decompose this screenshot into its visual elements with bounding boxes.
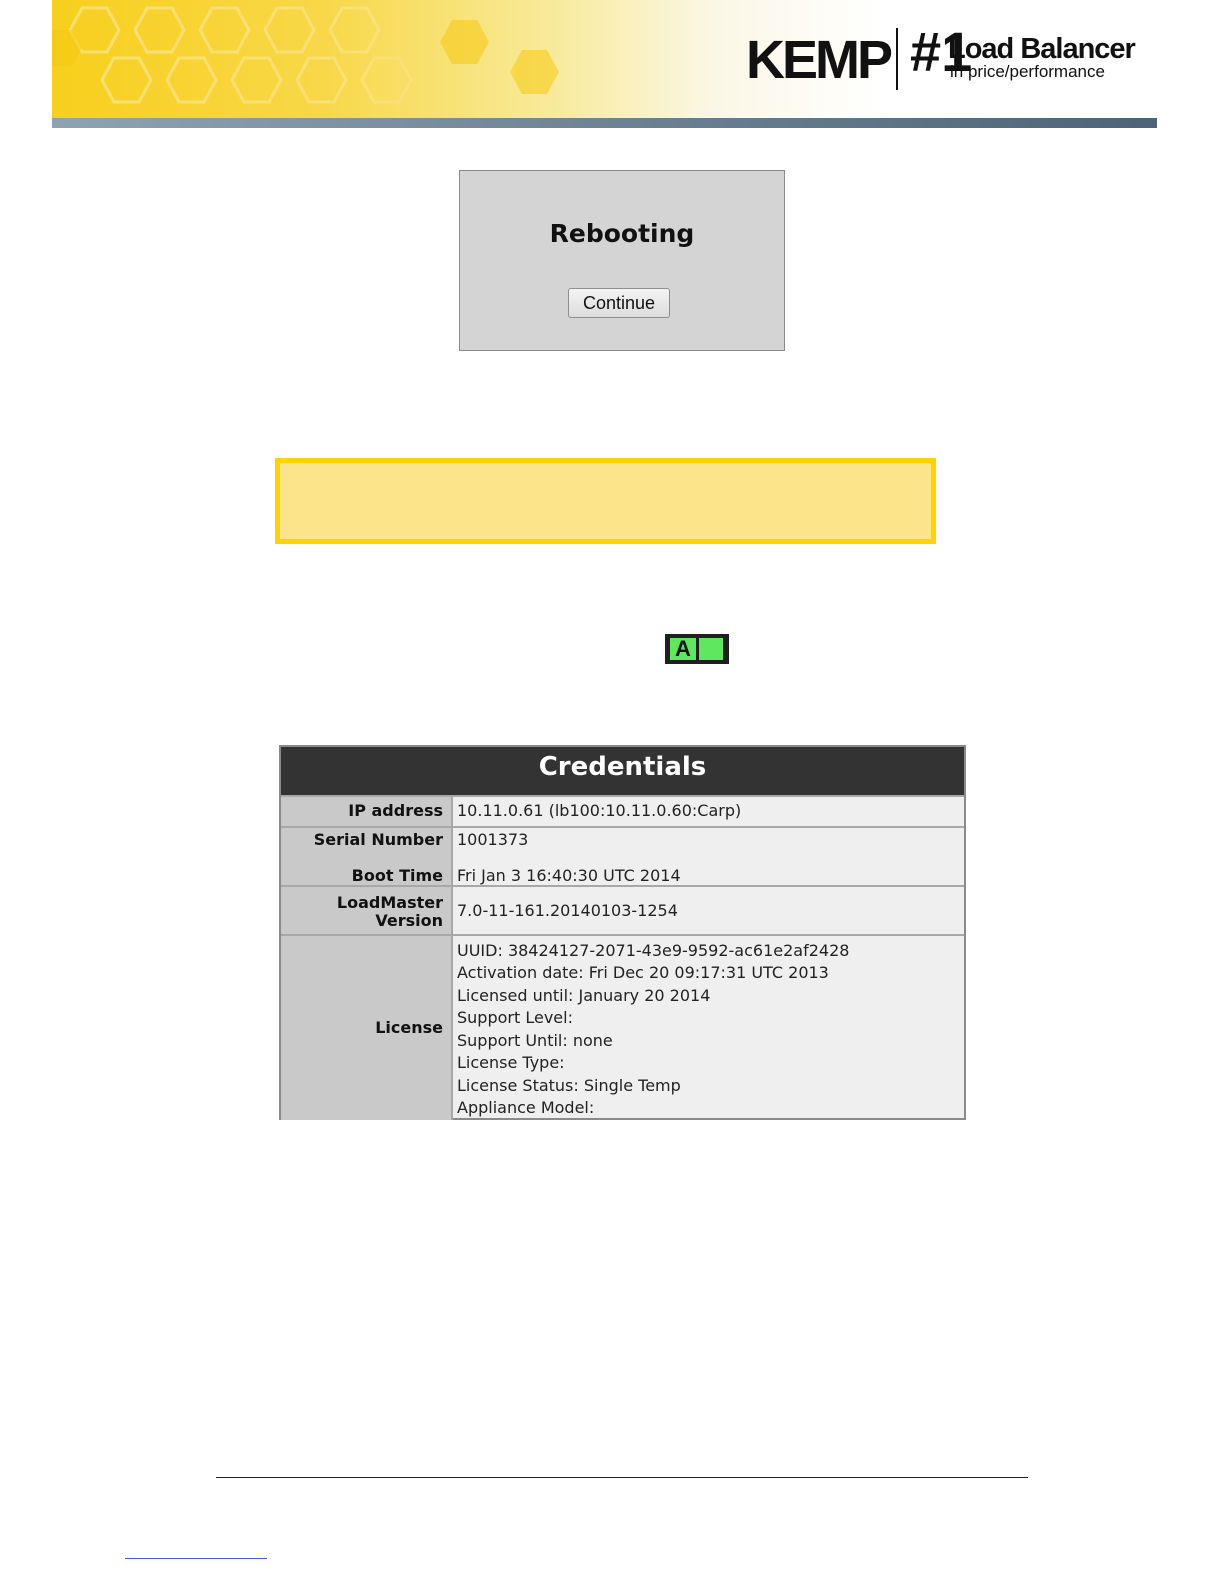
license-line: Support Until: none — [457, 1031, 613, 1050]
status-indicator — [665, 634, 729, 664]
version-label-line1: LoadMaster — [336, 893, 443, 912]
license-line: License Type: — [457, 1053, 565, 1072]
license-line: License Status: Single Temp — [457, 1076, 681, 1095]
loadmaster-version-value: 7.0-11-161.20140103-1254 — [457, 901, 678, 920]
license-line: Activation date: Fri Dec 20 09:17:31 UTC 2013 — [457, 963, 829, 982]
row-value — [457, 828, 964, 885]
table-row — [281, 795, 964, 826]
ip-address-label: IP address — [348, 801, 443, 820]
version-label-line2: Version — [375, 911, 443, 930]
row-value — [457, 887, 964, 934]
logo-divider — [896, 28, 898, 90]
logo-tagline: in price/performance — [950, 62, 1105, 81]
serial-number-value: 1001373 — [457, 830, 529, 849]
row-value — [457, 797, 964, 826]
table-row — [281, 826, 964, 885]
dialog-title: Rebooting — [549, 219, 695, 248]
table-row — [281, 934, 964, 1120]
header-stripe — [52, 118, 1157, 128]
indicator-status-light — [699, 638, 723, 660]
boot-time-label: Boot Time — [351, 866, 443, 885]
license-label: License — [375, 1018, 443, 1037]
rebooting-dialog — [459, 170, 785, 351]
credentials-title: Credentials — [281, 747, 964, 795]
license-line: Appliance Model: — [457, 1098, 595, 1117]
footer-divider — [216, 1477, 1028, 1478]
ip-address-value: 10.11.0.61 (lb100:10.11.0.60:Carp) — [457, 801, 742, 820]
license-line: Support Level: — [457, 1008, 573, 1027]
page-header-banner — [52, 0, 1157, 128]
row-label — [281, 887, 453, 934]
serial-number-label: Serial Number — [313, 830, 443, 849]
row-label — [281, 936, 453, 1120]
boot-time-value: Fri Jan 3 16:40:30 UTC 2014 — [457, 866, 681, 885]
note-box — [275, 458, 936, 544]
row-value — [457, 936, 964, 1120]
table-row — [281, 885, 964, 934]
hexagon-pattern-decoration — [52, 0, 612, 118]
credentials-table — [279, 745, 966, 1120]
logo-product: Load Balancer — [948, 33, 1135, 65]
continue-button[interactable]: Continue — [568, 288, 670, 318]
indicator-a-label: A — [670, 638, 696, 660]
footer-link-underline[interactable] — [125, 1558, 267, 1559]
row-label — [281, 828, 453, 885]
license-line: UUID: 38424127-2071-43e9-9592-ac61e2af2428 — [457, 941, 850, 960]
kemp-logo: KEMP — [746, 30, 891, 90]
logo-rank-text: #1 — [910, 20, 973, 83]
row-label — [281, 797, 453, 826]
license-line: Licensed until: January 20 2014 — [457, 986, 711, 1005]
